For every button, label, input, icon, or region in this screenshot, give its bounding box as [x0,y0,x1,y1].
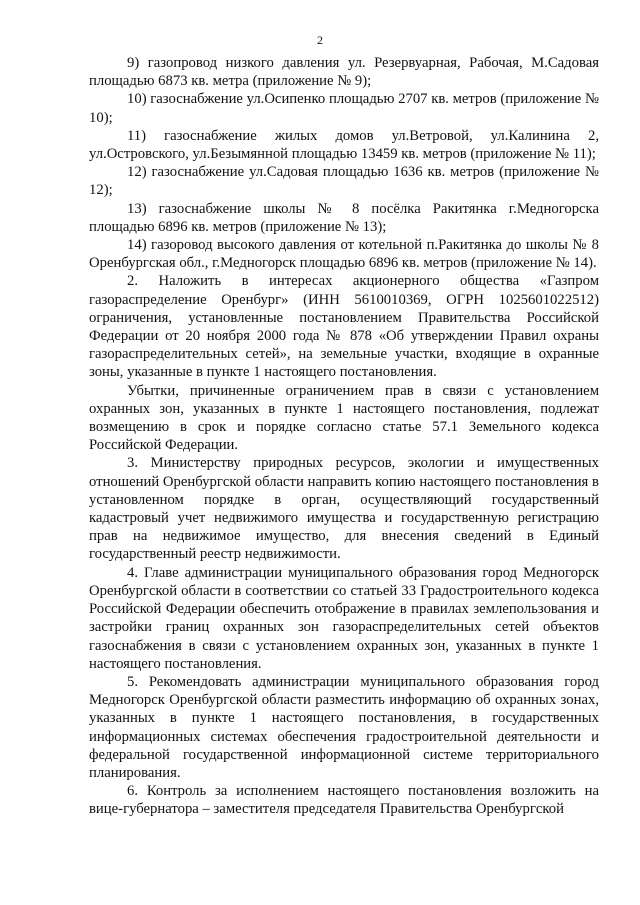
paragraph-section-4: 4. Главе администрации муниципального образования город Медногорск Оренбургской области в соответствии со статьей 33 Градостроительного кодекса Российской Федерации обеспечить отображение в правилах землепользования и застройки границ охранных зон газораспределительных сетей объектов газоснабжения в связи с установлением охранных зон, указанных в пункте 1 настоящего постановления. [89,564,599,672]
paragraph-section-2: 2. Наложить в интересах акционерного общества «Газпром газораспределение Оренбург» (ИНН 5610010369, ОГРН 1025601022512) ограничения, установленные постановлением Правительства Российской Федерации от 20 ноября 2000 года № 878 «Об утверждении Правил охраны газораспределительных сетей», на земельные участки, входящие в охранные зоны, указанные в пункте 1 настоящего постановления. [89,273,599,381]
paragraph-item-14: 14) газоровод высокого давления от котельной п.Ракитянка до школы № 8 Оренбургская обл., г.Медногорск площадью 6896 кв. метров (приложение № 14). [89,237,599,272]
document-body [89,54,599,819]
paragraph-item-9: 9) газопровод низкого давления ул. Резервуарная, Рабочая, М.Садовая площадью 6873 кв. метра (приложение № 9); [89,55,599,90]
paragraph-item-11: 11) газоснабжение жилых домов ул.Ветровой, ул.Калинина 2, ул.Островского, ул.Безымянной площадью 13459 кв. метров (приложение № 11); [89,127,599,163]
page-number: 2 [317,33,323,47]
paragraph-damages: Убытки, причиненные ограничением прав в связи с установлением охранных зон, указанных в пункте 1 настоящего постановления, подлежат возмещению в срок и порядке согласно статье 57.1 Земельного кодекса Российской Федерации. [89,382,599,454]
paragraph-section-3: 3. Министерству природных ресурсов, экологии и имущественных отношений Оренбургской области направить копию настоящего постановления в установленном порядке в орган, осуществляющий государственный кадастровый учет недвижимого имущества и государственную регистрацию прав на недвижимое имущество, для внесения сведений в Единый государственный реестр недвижимости. [89,455,599,563]
paragraph-section-6: 6. Контроль за исполнением настоящего постановления возложить на вице-губернатора – заместителя председателя Правительства Оренбургской [89,783,599,818]
paragraph-section-5: 5. Рекомендовать администрации муниципального образования город Медногорск Оренбургской области разместить информацию об охранных зонах, указанных в пункте 1 настоящего постановления, в государственных информационных системах обеспечения градостроительной деятельности и федеральной государственной информационной системе территориального планирования. [89,673,599,781]
paragraph-item-13: 13) газоснабжение школы № 8 посёлка Ракитянка г.Медногорска площадью 6896 кв. метров (приложение № 13); [89,200,599,235]
paragraph-item-10: 10) газоснабжение ул.Осипенко площадью 2707 кв. метров (приложение № 10); [89,91,599,126]
paragraph-item-12: 12) газоснабжение ул.Садовая площадью 1636 кв. метров (приложение № 12); [89,164,599,199]
